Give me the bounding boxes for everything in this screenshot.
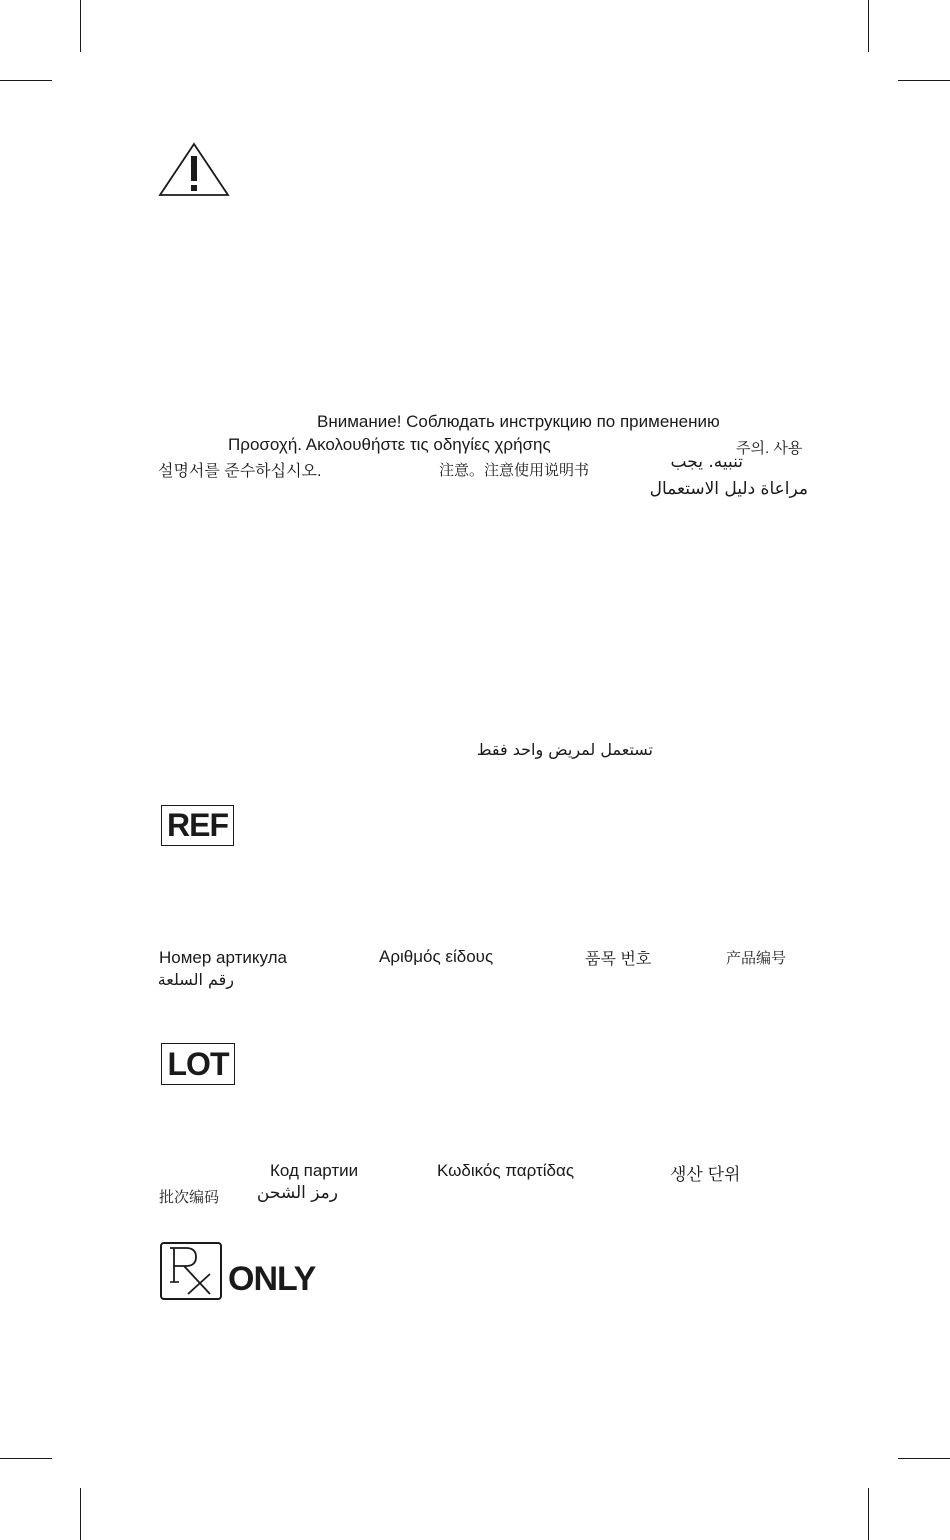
lot-text-chinese: 批次编码 <box>159 1189 220 1206</box>
ref-symbol: REF <box>161 805 234 846</box>
crop-mark <box>868 1488 869 1540</box>
caution-text-chinese: 注意。注意使用说明书 <box>439 462 590 479</box>
caution-text-russian: Внимание! Соблюдать инструкцию по применению <box>317 412 720 431</box>
caution-text-greek: Προσοχή. Ακολουθήστε τις οδηγίες χρήσης <box>228 435 551 454</box>
rx-only-label: ONLY <box>228 1260 316 1298</box>
ref-text-russian: Номер артикула <box>159 948 287 967</box>
caution-text-arabic-2: مراعاة دليل الاستعمال <box>649 479 808 499</box>
lot-text-russian: Код партии <box>270 1161 359 1180</box>
caution-text-arabic-1: تنبيه. يجب <box>670 452 743 472</box>
crop-mark <box>898 1458 950 1459</box>
ref-text-greek: Αριθμός είδους <box>379 947 494 966</box>
lot-text-arabic: رمز الشحن <box>256 1183 338 1203</box>
caution-triangle-icon <box>157 141 231 199</box>
rx-symbol-icon <box>160 1242 222 1300</box>
lot-text-korean: 생산 단위 <box>670 1165 741 1184</box>
crop-mark <box>898 80 950 81</box>
crop-mark <box>0 80 52 81</box>
lot-text-greek: Κωδικός παρτίδας <box>437 1161 575 1180</box>
crop-mark <box>80 0 81 52</box>
ref-text-korean: 품목 번호 <box>585 951 652 968</box>
lot-symbol: LOT <box>161 1043 235 1085</box>
crop-mark <box>0 1458 52 1459</box>
crop-mark <box>868 0 869 52</box>
ref-text-chinese: 产品编号 <box>726 950 787 967</box>
caution-text-korean-2: 설명서를 준수하십시오. <box>158 463 322 480</box>
caution-text-korean-1: 주의. 사용 <box>736 440 803 457</box>
ref-text-arabic: رقم السلعة <box>157 970 234 989</box>
crop-mark <box>80 1488 81 1540</box>
single-patient-text-arabic: تستعمل لمريض واحد فقط <box>476 740 653 759</box>
